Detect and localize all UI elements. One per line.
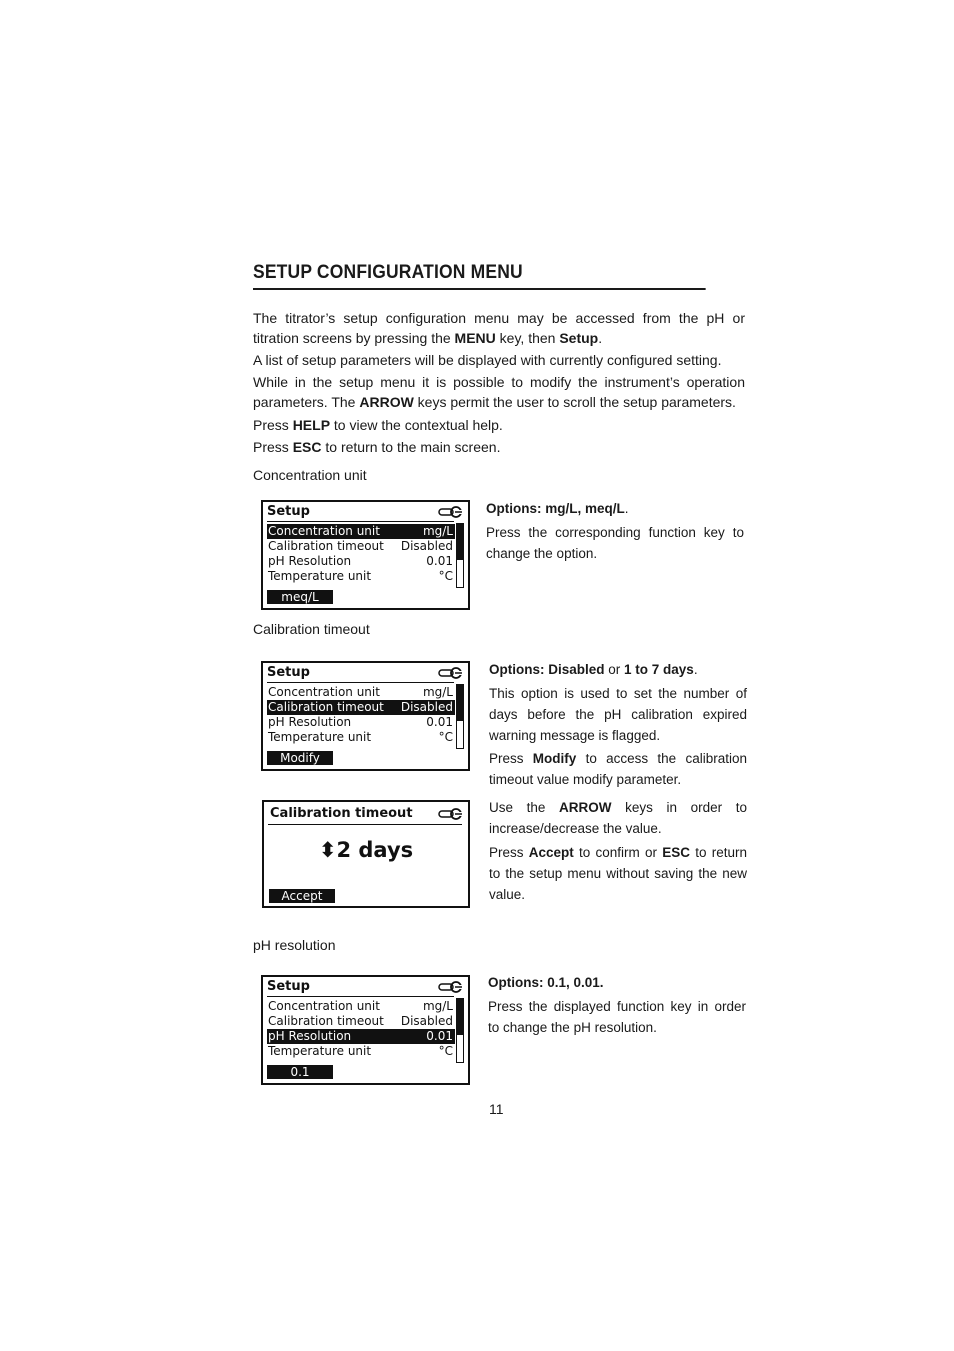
- lcd-setup-calibration: [261, 661, 470, 771]
- section-heading-concentration: Concentration unit: [253, 467, 367, 483]
- function-key-modify[interactable]: Modify: [267, 751, 333, 765]
- lcd-row-ph[interactable]: pH Resolution 0.01: [268, 715, 453, 729]
- intro-paragraph-2: A list of setup parameters will be displayed with currently configured setting.: [253, 352, 722, 368]
- lcd-row-temperature[interactable]: Temperature unit °C: [268, 730, 453, 744]
- lcd-row-ph[interactable]: pH Resolution 0.01: [268, 554, 453, 568]
- calibration-options: Options: Disabled or 1 to 7 days.: [489, 662, 698, 677]
- esc-key-text: ESC: [292, 439, 322, 455]
- lcd-row-calibration[interactable]: Calibration timeout Disabled: [268, 1014, 453, 1028]
- calibration-desc-1: This option is used to set the number of days before the pH calibration expired warning message is flagged.: [489, 686, 747, 743]
- lcd-setup-ph: [261, 975, 470, 1085]
- section-heading-calibration: Calibration timeout: [253, 621, 370, 637]
- lcd-row-temperature[interactable]: Temperature unit °C: [268, 1044, 453, 1058]
- intro-paragraph-5: Press ESC to return to the main screen.: [253, 439, 501, 455]
- wrench-icon: [438, 666, 462, 680]
- lcd-title: Setup: [267, 979, 310, 994]
- help-key-text: HELP: [292, 417, 331, 433]
- lcd-row-calibration[interactable]: Calibration timeout Disabled: [268, 700, 453, 714]
- calibration-desc-4: Press Accept to confirm or ESC to return to the setup menu without saving the new value.: [489, 845, 747, 902]
- timeout-value-display[interactable]: [264, 838, 468, 862]
- lcd-scrollbar[interactable]: [456, 684, 464, 749]
- function-key-meq[interactable]: meq/L: [267, 590, 333, 604]
- intro-paragraph-1: The titrator’s setup configuration menu may be accessed from the pH or titration screens by pressing the MENU key, then Setup.: [253, 310, 745, 346]
- intro-paragraph-4: Press HELP to view the contextual help.: [253, 417, 503, 433]
- function-key-ph[interactable]: 0.1: [267, 1065, 333, 1079]
- arrow-key-text: ARROW: [359, 394, 414, 410]
- lcd-row-calibration[interactable]: Calibration timeout Disabled: [268, 539, 453, 553]
- wrench-icon: [438, 980, 462, 994]
- function-key-accept[interactable]: Accept: [269, 889, 335, 903]
- lcd-calibration-timeout: [262, 800, 470, 908]
- lcd-row-concentration[interactable]: Concentration unit mg/L: [268, 524, 453, 538]
- page-number: 11: [489, 1101, 504, 1117]
- lcd-title: Setup: [267, 665, 310, 680]
- menu-key-text: MENU: [454, 330, 496, 346]
- lcd-title: Setup: [267, 504, 310, 519]
- concentration-options: Options: mg/L, meq/L.: [486, 501, 629, 516]
- lcd-row-concentration[interactable]: Concentration unit mg/L: [268, 685, 453, 699]
- up-down-arrow-icon: ⬍: [318, 838, 337, 862]
- calibration-desc-3: Use the ARROW keys in order to increase/decrease the value.: [489, 800, 747, 836]
- wrench-icon: [438, 505, 462, 519]
- concentration-desc: Press the corresponding function key to change the option.: [486, 525, 744, 561]
- lcd-row-ph[interactable]: pH Resolution 0.01: [268, 1029, 453, 1043]
- lcd-setup-concentration: [261, 500, 470, 610]
- ph-desc: Press the displayed function key in order to change the pH resolution.: [488, 999, 746, 1035]
- lcd-title: Calibration timeout: [270, 806, 413, 821]
- wrench-icon: [438, 807, 462, 821]
- setup-text: Setup: [559, 330, 599, 346]
- section-heading-ph: pH resolution: [253, 937, 336, 953]
- intro-paragraph-3: While in the setup menu it is possible to modify the instrument’s operation parameters. The ARROW keys permit the user to scroll the setup parameters.: [253, 374, 745, 410]
- calibration-desc-2: Press Modify to access the calibration timeout value modify parameter.: [489, 751, 747, 787]
- lcd-row-temperature[interactable]: Temperature unit °C: [268, 569, 453, 583]
- lcd-scrollbar[interactable]: [456, 998, 464, 1063]
- timeout-value: 2 days: [336, 838, 414, 862]
- ph-options: Options: 0.1, 0.01.: [488, 975, 604, 990]
- page-title: SETUP CONFIGURATION MENU: [253, 262, 706, 290]
- lcd-scrollbar[interactable]: [456, 523, 464, 588]
- lcd-row-concentration[interactable]: Concentration unit mg/L: [268, 999, 453, 1013]
